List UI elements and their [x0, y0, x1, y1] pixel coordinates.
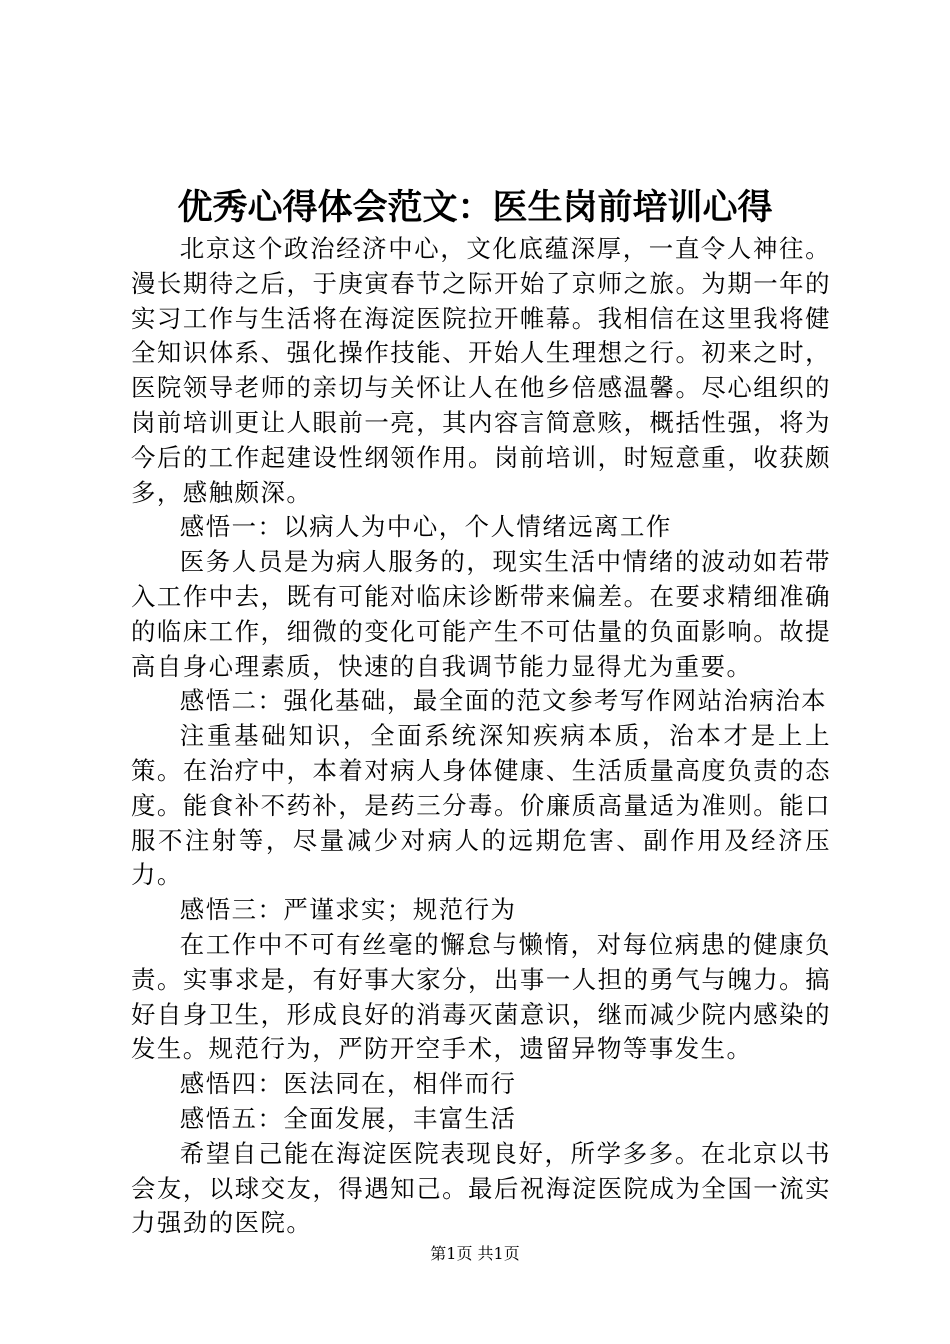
document-body — [131, 232, 831, 1241]
insight-three-paragraph: 在工作中不可有丝毫的懈怠与懒惰，对每位病患的健康负责。实事求是，有好事大家分，出事一人担的勇气与魄力。搞好自身卫生，形成良好的消毒灭菌意识，继而减少院内感染的发生。规范行为，严防开空手术，遗留异物等事发生。 — [131, 929, 831, 1064]
closing-paragraph: 希望自己能在海淀医院表现良好，所学多多。在北京以书会友，以球交友，得遇知己。最后祝海淀医院成为全国一流实力强劲的医院。 — [131, 1138, 831, 1238]
insight-two-paragraph: 注重基础知识，全面系统深知疾病本质，治本才是上上策。在治疗中，本着对病人身体健康、生活质量高度负责的态度。能食补不药补，是药三分毒。价廉质高量适为准则。能口服不注射等，尽量减少对病人的远期危害、副作用及经济压力。 — [131, 721, 831, 890]
insight-five-heading: 感悟五：全面发展，丰富生活 — [179, 1103, 517, 1133]
document-title: 优秀心得体会范文：医生岗前培训心得 — [177, 187, 773, 228]
page-number-footer: 第1页 共1页 — [430, 1244, 520, 1263]
insight-one-paragraph: 医务人员是为病人服务的，现实生活中情绪的波动如若带入工作中去，既有可能对临床诊断带来偏差。在要求精细准确的临床工作，细微的变化可能产生不可估量的负面影响。故提高自身心理素质，快速的自我调节能力显得尤为重要。 — [131, 547, 831, 681]
insight-four-heading: 感悟四：医法同在，相伴而行 — [179, 1069, 517, 1099]
intro-paragraph: 北京这个政治经济中心，文化底蕴深厚，一直令人神往。漫长期待之后，于庚寅春节之际开始了京师之旅。为期一年的实习工作与生活将在海淀医院拉开帷幕。我相信在这里我将健全知识体系、强化操作技能、开始人生理想之行。初来之时，医院领导老师的亲切与关怀让人在他乡倍感温馨。尽心组织的岗前培训更让人眼前一亮，其内容言简意赅，概括性强，将为今后的工作起建设性纲领作用。岗前培训，时短意重，收获颇多，感触颇深。 — [131, 234, 831, 507]
insight-one-heading: 感悟一：以病人为中心，个人情绪远离工作 — [179, 512, 672, 542]
insight-two-heading: 感悟二：强化基础，最全面的范文参考写作网站治病治本 — [179, 686, 828, 716]
insight-three-heading: 感悟三：严谨求实；规范行为 — [179, 895, 517, 925]
